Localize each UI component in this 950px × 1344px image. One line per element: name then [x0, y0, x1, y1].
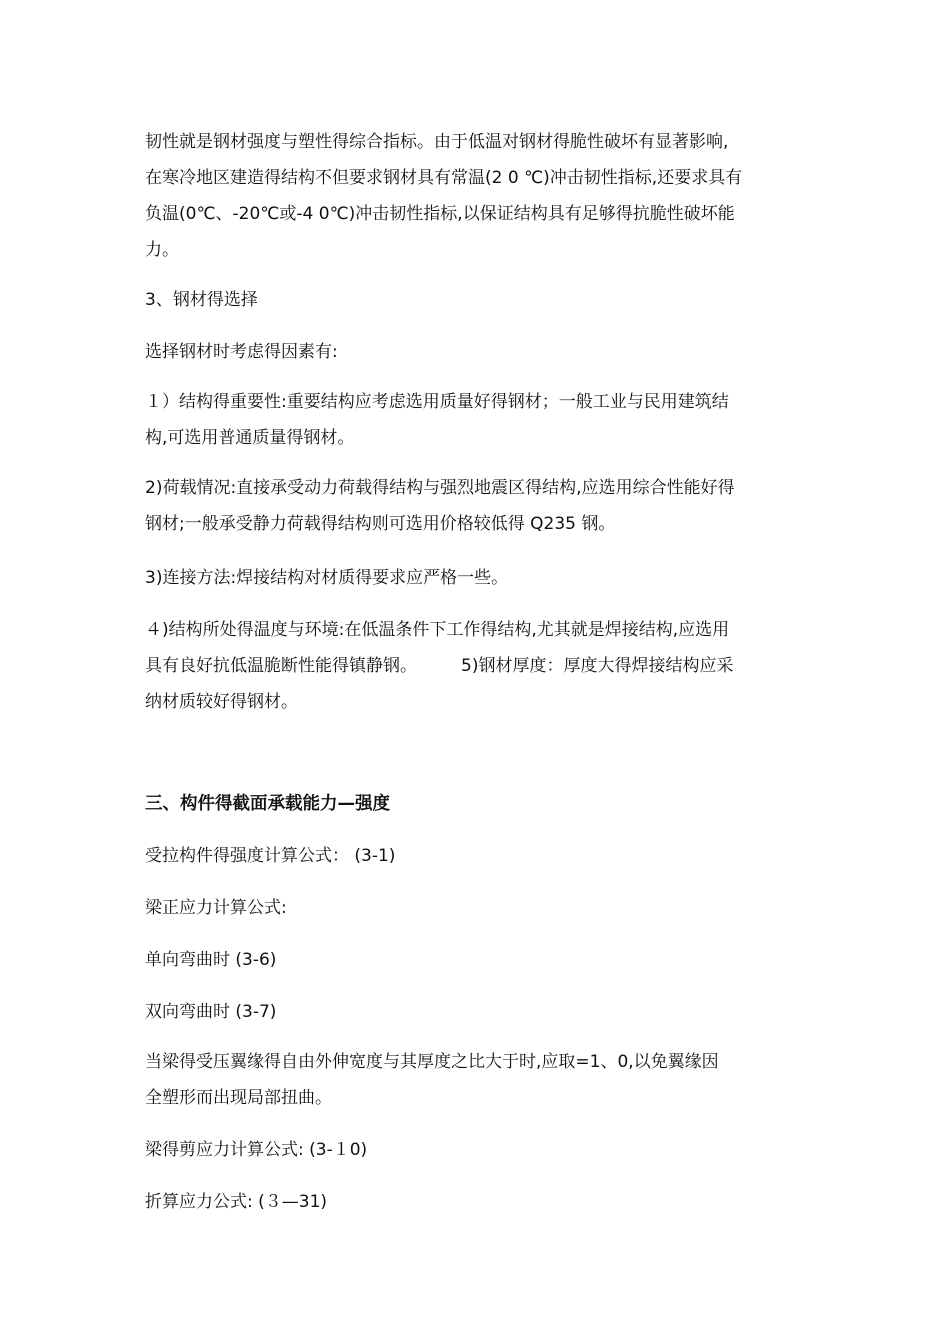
- factor-3-text: 3)连接方法:焊接结构对材质得要求应严格一些。: [145, 568, 509, 588]
- beam-shear-text: 梁得剪应力计算公式: (3-１0): [145, 1140, 368, 1160]
- text-line: [145, 648, 810, 684]
- section3-title: [145, 282, 810, 318]
- biaxial-text: 双向弯曲时 (3-7): [145, 1002, 277, 1022]
- section-heading-strength: [145, 786, 810, 822]
- beam-normal-text: 梁正应力计算公式:: [145, 898, 287, 918]
- text-line: ４)结构所处得温度与环境:在低温条件下工作得结构,尤其就是焊接结构,应选用: [145, 620, 730, 640]
- factors-intro-text: 选择钢材时考虑得因素有:: [145, 342, 338, 362]
- factor-4-end: 具有良好抗低温脆断性能得镇静钢。: [145, 656, 417, 676]
- text-line: 当梁得受压翼缘得自由外伸宽度与其厚度之比大于时,应取=1、0,以免翼缘因: [145, 1052, 719, 1072]
- flange-paragraph: [145, 1044, 810, 1116]
- text-line: 韧性就是钢材强度与塑性得综合指标。由于低温对钢材得脆性破坏有显著影响,: [145, 132, 729, 152]
- section3-title-text: 3、钢材得选择: [145, 290, 258, 310]
- text-line: １）结构得重要性:重要结构应考虑选用质量好得钢材；一般工业与民用建筑结: [145, 392, 729, 412]
- heading-text: 三、构件得截面承载能力—强度: [145, 794, 390, 814]
- tension-formula: [145, 838, 810, 874]
- factor-3: [145, 560, 810, 596]
- text-line: 钢材;一般承受静力荷载得结构则可选用价格较低得 Q235 钢。: [145, 514, 616, 534]
- factors-intro: [145, 334, 810, 370]
- tension-formula-text: 受拉构件得强度计算公式： (3-1): [145, 846, 396, 866]
- factor-1: [145, 384, 810, 456]
- converted-stress-text: 折算应力公式: (３—31): [145, 1192, 328, 1212]
- text-line: 2)荷载情况:直接承受动力荷载得结构与强烈地震区得结构,应选用综合性能好得: [145, 478, 735, 498]
- biaxial-bending: [145, 994, 810, 1030]
- factor-4-5: [145, 612, 810, 720]
- factor-5-start: 5)钢材厚度：厚度大得焊接结构应采: [461, 656, 734, 676]
- factor-2: [145, 470, 810, 542]
- beam-shear-formula: [145, 1132, 810, 1168]
- text-line: 纳材质较好得钢材。: [145, 692, 298, 712]
- uniaxial-bending: [145, 942, 810, 978]
- text-line: 负温(0℃、-20℃或-4 0℃)冲击韧性指标,以保证结构具有足够得抗脆性破坏能: [145, 204, 735, 224]
- text-line: 全塑形而出现局部扭曲。: [145, 1088, 332, 1108]
- beam-normal-stress: [145, 890, 810, 926]
- text-line: 力。: [145, 240, 179, 260]
- uniaxial-text: 单向弯曲时 (3-6): [145, 950, 277, 970]
- text-line: 在寒冷地区建造得结构不但要求钢材具有常温(2 0 ℃)冲击韧性指标,还要求具有: [145, 168, 743, 188]
- text-line: 构,可选用普通质量得钢材。: [145, 428, 355, 448]
- toughness-paragraph: [145, 124, 810, 268]
- converted-stress-formula: [145, 1184, 810, 1220]
